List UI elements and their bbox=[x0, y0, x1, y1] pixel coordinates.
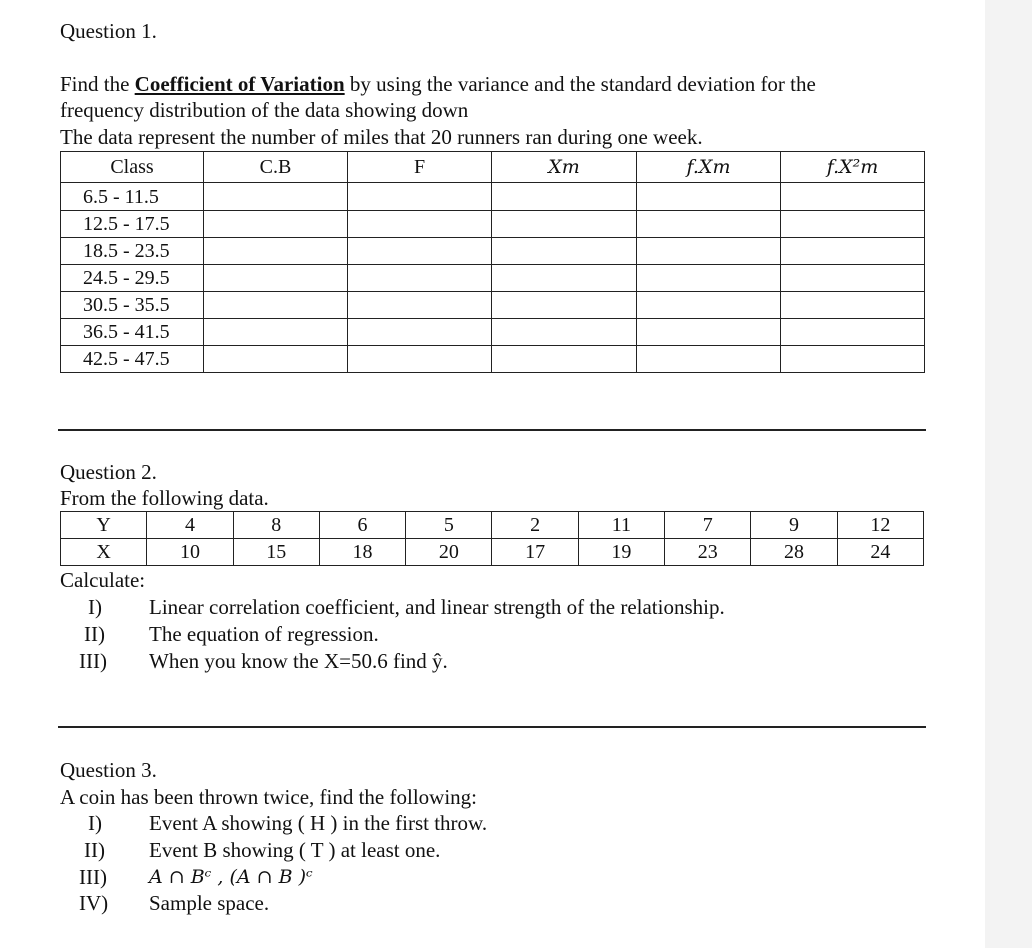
x-row bbox=[61, 539, 924, 566]
header-xm: Xm bbox=[492, 152, 637, 183]
empty-answer-cell bbox=[492, 211, 637, 238]
header-f: F bbox=[348, 152, 492, 183]
frequency-table-row bbox=[61, 346, 925, 373]
empty-answer-cell bbox=[204, 319, 348, 346]
frequency-table-row bbox=[61, 292, 925, 319]
empty-answer-cell bbox=[348, 319, 492, 346]
q2-item-number: III) bbox=[79, 649, 107, 673]
y-value-cell: 5 bbox=[406, 512, 492, 539]
q2-item-number: I) bbox=[88, 595, 102, 619]
empty-answer-cell bbox=[492, 265, 637, 292]
empty-answer-cell bbox=[348, 211, 492, 238]
empty-answer-cell bbox=[348, 346, 492, 373]
x-value-cell: 10 bbox=[147, 539, 233, 566]
empty-answer-cell bbox=[492, 292, 637, 319]
empty-answer-cell bbox=[781, 238, 925, 265]
q3-item-number: III) bbox=[79, 865, 107, 889]
x-value-cell: 19 bbox=[578, 539, 664, 566]
y-value-cell: 12 bbox=[837, 512, 923, 539]
y-value-cell: 9 bbox=[751, 512, 837, 539]
frequency-table-header bbox=[61, 152, 925, 183]
y-value-cell: 7 bbox=[665, 512, 751, 539]
y-row-label: Y bbox=[61, 512, 147, 539]
empty-answer-cell bbox=[204, 238, 348, 265]
empty-answer-cell bbox=[348, 238, 492, 265]
q3-item-text: Event A showing ( H ) in the first throw. bbox=[149, 811, 488, 835]
empty-answer-cell bbox=[204, 346, 348, 373]
frequency-table-row bbox=[61, 238, 925, 265]
y-value-cell: 8 bbox=[233, 512, 319, 539]
x-row-label: X bbox=[61, 539, 147, 566]
empty-answer-cell bbox=[781, 319, 925, 346]
frequency-table-row bbox=[61, 319, 925, 346]
header-fxm: f.Xm bbox=[637, 152, 781, 183]
x-value-cell: 23 bbox=[665, 539, 751, 566]
x-value-cell: 15 bbox=[233, 539, 319, 566]
separator-1 bbox=[58, 429, 926, 431]
q3-item-text: Sample space. bbox=[149, 891, 270, 915]
empty-answer-cell bbox=[637, 238, 781, 265]
empty-answer-cell bbox=[637, 211, 781, 238]
class-interval-cell: 18.5 - 23.5 bbox=[61, 238, 204, 265]
empty-answer-cell bbox=[781, 292, 925, 319]
q3-item-number: II) bbox=[84, 838, 105, 862]
xy-data-table bbox=[60, 511, 924, 566]
frequency-table-row bbox=[61, 265, 925, 292]
empty-answer-cell bbox=[781, 211, 925, 238]
empty-answer-cell bbox=[492, 346, 637, 373]
q1-intro-line1 bbox=[60, 71, 816, 97]
empty-answer-cell bbox=[204, 211, 348, 238]
q1-intro-pre: Find the bbox=[60, 72, 135, 96]
frequency-table-row bbox=[61, 211, 925, 238]
q3-item-number: IV) bbox=[79, 891, 109, 915]
y-value-cell: 6 bbox=[319, 512, 405, 539]
q1-intro-bold: Coefficient of Variation bbox=[134, 72, 345, 96]
separator-2 bbox=[58, 726, 926, 728]
q2-intro: From the following data. bbox=[60, 486, 269, 510]
empty-answer-cell bbox=[781, 265, 925, 292]
empty-answer-cell bbox=[348, 292, 492, 319]
q2-item-text: When you know the X=50.6 find ŷ. bbox=[149, 649, 448, 673]
frequency-table-body bbox=[61, 183, 925, 373]
q2-title: Question 2. bbox=[60, 460, 157, 484]
header-cb: C.B bbox=[204, 152, 348, 183]
class-interval-cell: 24.5 - 29.5 bbox=[61, 265, 204, 292]
q2-item-text: Linear correlation coefficient, and linear strength of the relationship. bbox=[149, 595, 725, 619]
empty-answer-cell bbox=[204, 183, 348, 211]
y-value-cell: 2 bbox=[492, 512, 578, 539]
q2-item-number: II) bbox=[84, 622, 105, 646]
class-interval-cell: 6.5 - 11.5 bbox=[61, 183, 204, 211]
header-class: Class bbox=[61, 152, 204, 183]
empty-answer-cell bbox=[637, 292, 781, 319]
empty-answer-cell bbox=[781, 346, 925, 373]
class-interval-cell: 36.5 - 41.5 bbox=[61, 319, 204, 346]
x-value-cell: 17 bbox=[492, 539, 578, 566]
empty-answer-cell bbox=[492, 183, 637, 211]
q1-title: Question 1. bbox=[60, 19, 157, 43]
q1-intro-post: by using the variance and the standard deviation for the bbox=[344, 72, 816, 96]
y-row bbox=[61, 512, 924, 539]
empty-answer-cell bbox=[637, 183, 781, 211]
q3-title: Question 3. bbox=[60, 758, 157, 782]
empty-answer-cell bbox=[781, 183, 925, 211]
q3-intro: A coin has been thrown twice, find the following: bbox=[60, 785, 477, 809]
x-value-cell: 18 bbox=[319, 539, 405, 566]
empty-answer-cell bbox=[637, 319, 781, 346]
q2-calc-label: Calculate: bbox=[60, 568, 146, 592]
empty-answer-cell bbox=[348, 265, 492, 292]
x-value-cell: 20 bbox=[406, 539, 492, 566]
empty-answer-cell bbox=[204, 265, 348, 292]
empty-answer-cell bbox=[637, 346, 781, 373]
class-interval-cell: 30.5 - 35.5 bbox=[61, 292, 204, 319]
x-value-cell: 28 bbox=[751, 539, 837, 566]
q3-item-text: Event B showing ( T ) at least one. bbox=[149, 838, 441, 862]
empty-answer-cell bbox=[492, 238, 637, 265]
q1-intro-line2: frequency distribution of the data showing down bbox=[60, 98, 469, 122]
q3-item-text: A ∩ Bᶜ , (A ∩ B )ᶜ bbox=[149, 866, 313, 888]
frequency-table bbox=[60, 151, 925, 373]
y-value-cell: 4 bbox=[147, 512, 233, 539]
header-fx2m: f.X²m bbox=[781, 152, 925, 183]
q2-item-text: The equation of regression. bbox=[149, 622, 379, 646]
x-value-cell: 24 bbox=[837, 539, 923, 566]
empty-answer-cell bbox=[637, 265, 781, 292]
empty-answer-cell bbox=[204, 292, 348, 319]
y-value-cell: 11 bbox=[578, 512, 664, 539]
right-margin-panel bbox=[985, 0, 1032, 948]
empty-answer-cell bbox=[492, 319, 637, 346]
q1-data-note: The data represent the number of miles that 20 runners ran during one week. bbox=[60, 125, 703, 149]
frequency-table-row bbox=[61, 183, 925, 211]
class-interval-cell: 42.5 - 47.5 bbox=[61, 346, 204, 373]
class-interval-cell: 12.5 - 17.5 bbox=[61, 211, 204, 238]
q3-item-number: I) bbox=[88, 811, 102, 835]
empty-answer-cell bbox=[348, 183, 492, 211]
